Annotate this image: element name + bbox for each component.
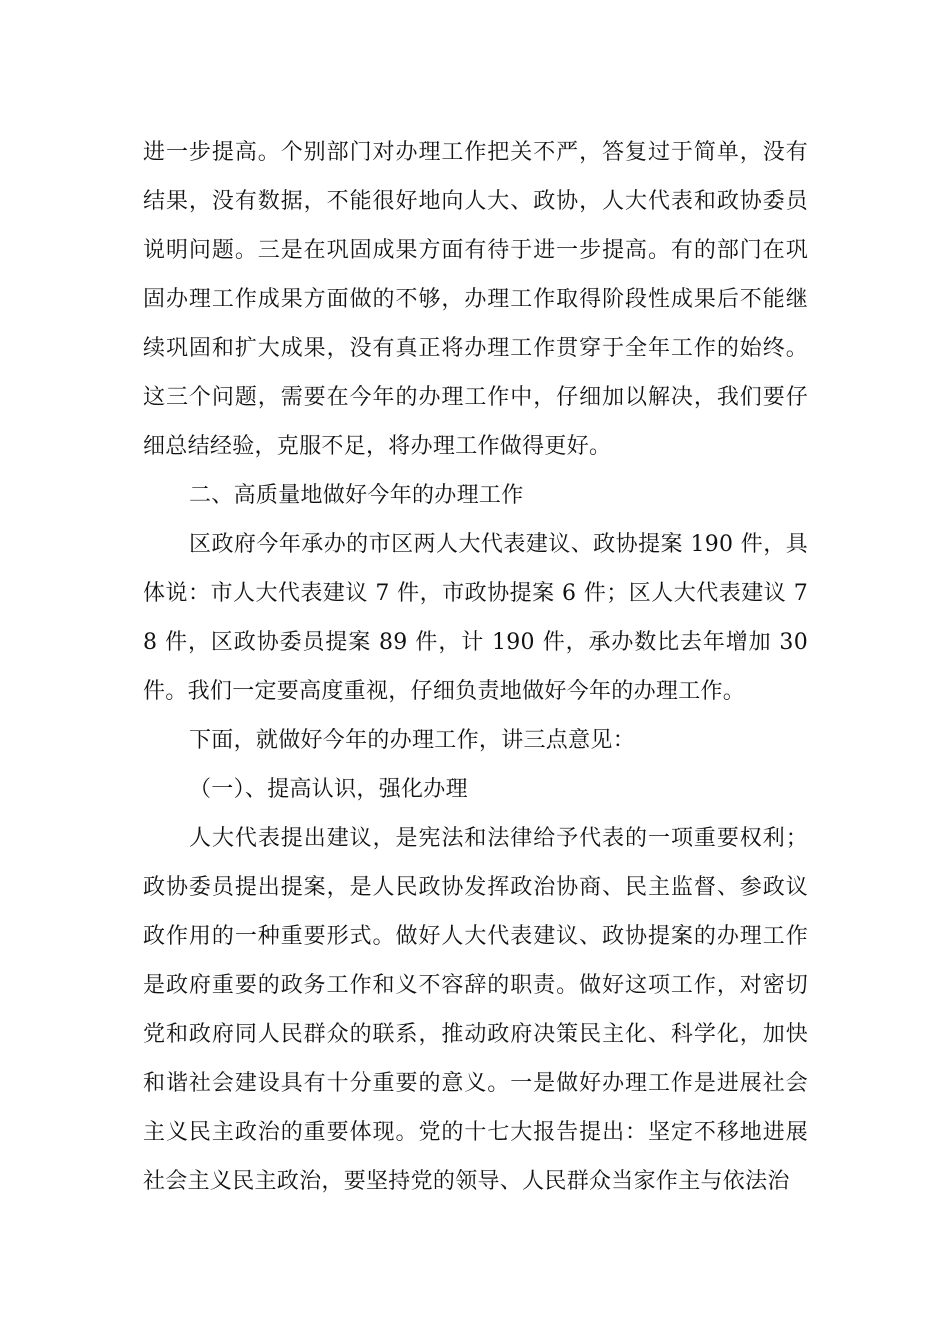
document-body	[143, 128, 808, 1206]
section-heading-two: 二、高质量地做好今年的办理工作	[189, 483, 524, 508]
paragraph-continuation: 进一步提高。个别部门对办理工作把关不严，答复过于简单，没有结果，没有数据，不能很好地向人大、政协，人大代表和政协委员说明问题。三是在巩固成果方面有待于进一步提高。有的部门在巩固办理工作成果方面做的不够，办理工作取得阶段性成果后不能继续巩固和扩大成果，没有真正将办理工作贯穿于全年工作的始终。这三个问题，需要在今年的办理工作中，仔细加以解决，我们要仔细总结经验，克服不足，将办理工作做得更好。	[143, 140, 808, 459]
paragraph-case-counts: 区政府今年承办的市区两人大代表建议、政协提案 190 件，具体说：市人大代表建议 7 件，市政协提案 6 件；区人大代表建议 78 件，区政协委员提案 89 件，计 190 件，承办数比去年增加 30 件。我们一定要高度重视，仔细负责地做好今年的办理工作。	[143, 532, 808, 704]
subsection-heading-one: （一）、提高认识，强化办理	[189, 777, 468, 802]
paragraph-importance: 人大代表提出建议，是宪法和法律给予代表的一项重要权利；政协委员提出提案，是人民政协发挥政治协商、民主监督、参政议政作用的一种重要形式。做好人大代表建议、政协提案的办理工作是政府重要的政务工作和义不容辞的职责。做好这项工作，对密切党和政府同人民群众的联系，推动政府决策民主化、科学化，加快和谐社会建设具有十分重要的意义。一是做好办理工作是进展社会主义民主政治的重要体现。党的十七大报告提出：坚定不移地进展社会主义民主政治，要坚持党的领导、人民群众当家作主与依法治	[143, 826, 808, 1194]
paragraph-intro-points: 下面，就做好今年的办理工作，讲三点意见：	[189, 728, 636, 753]
